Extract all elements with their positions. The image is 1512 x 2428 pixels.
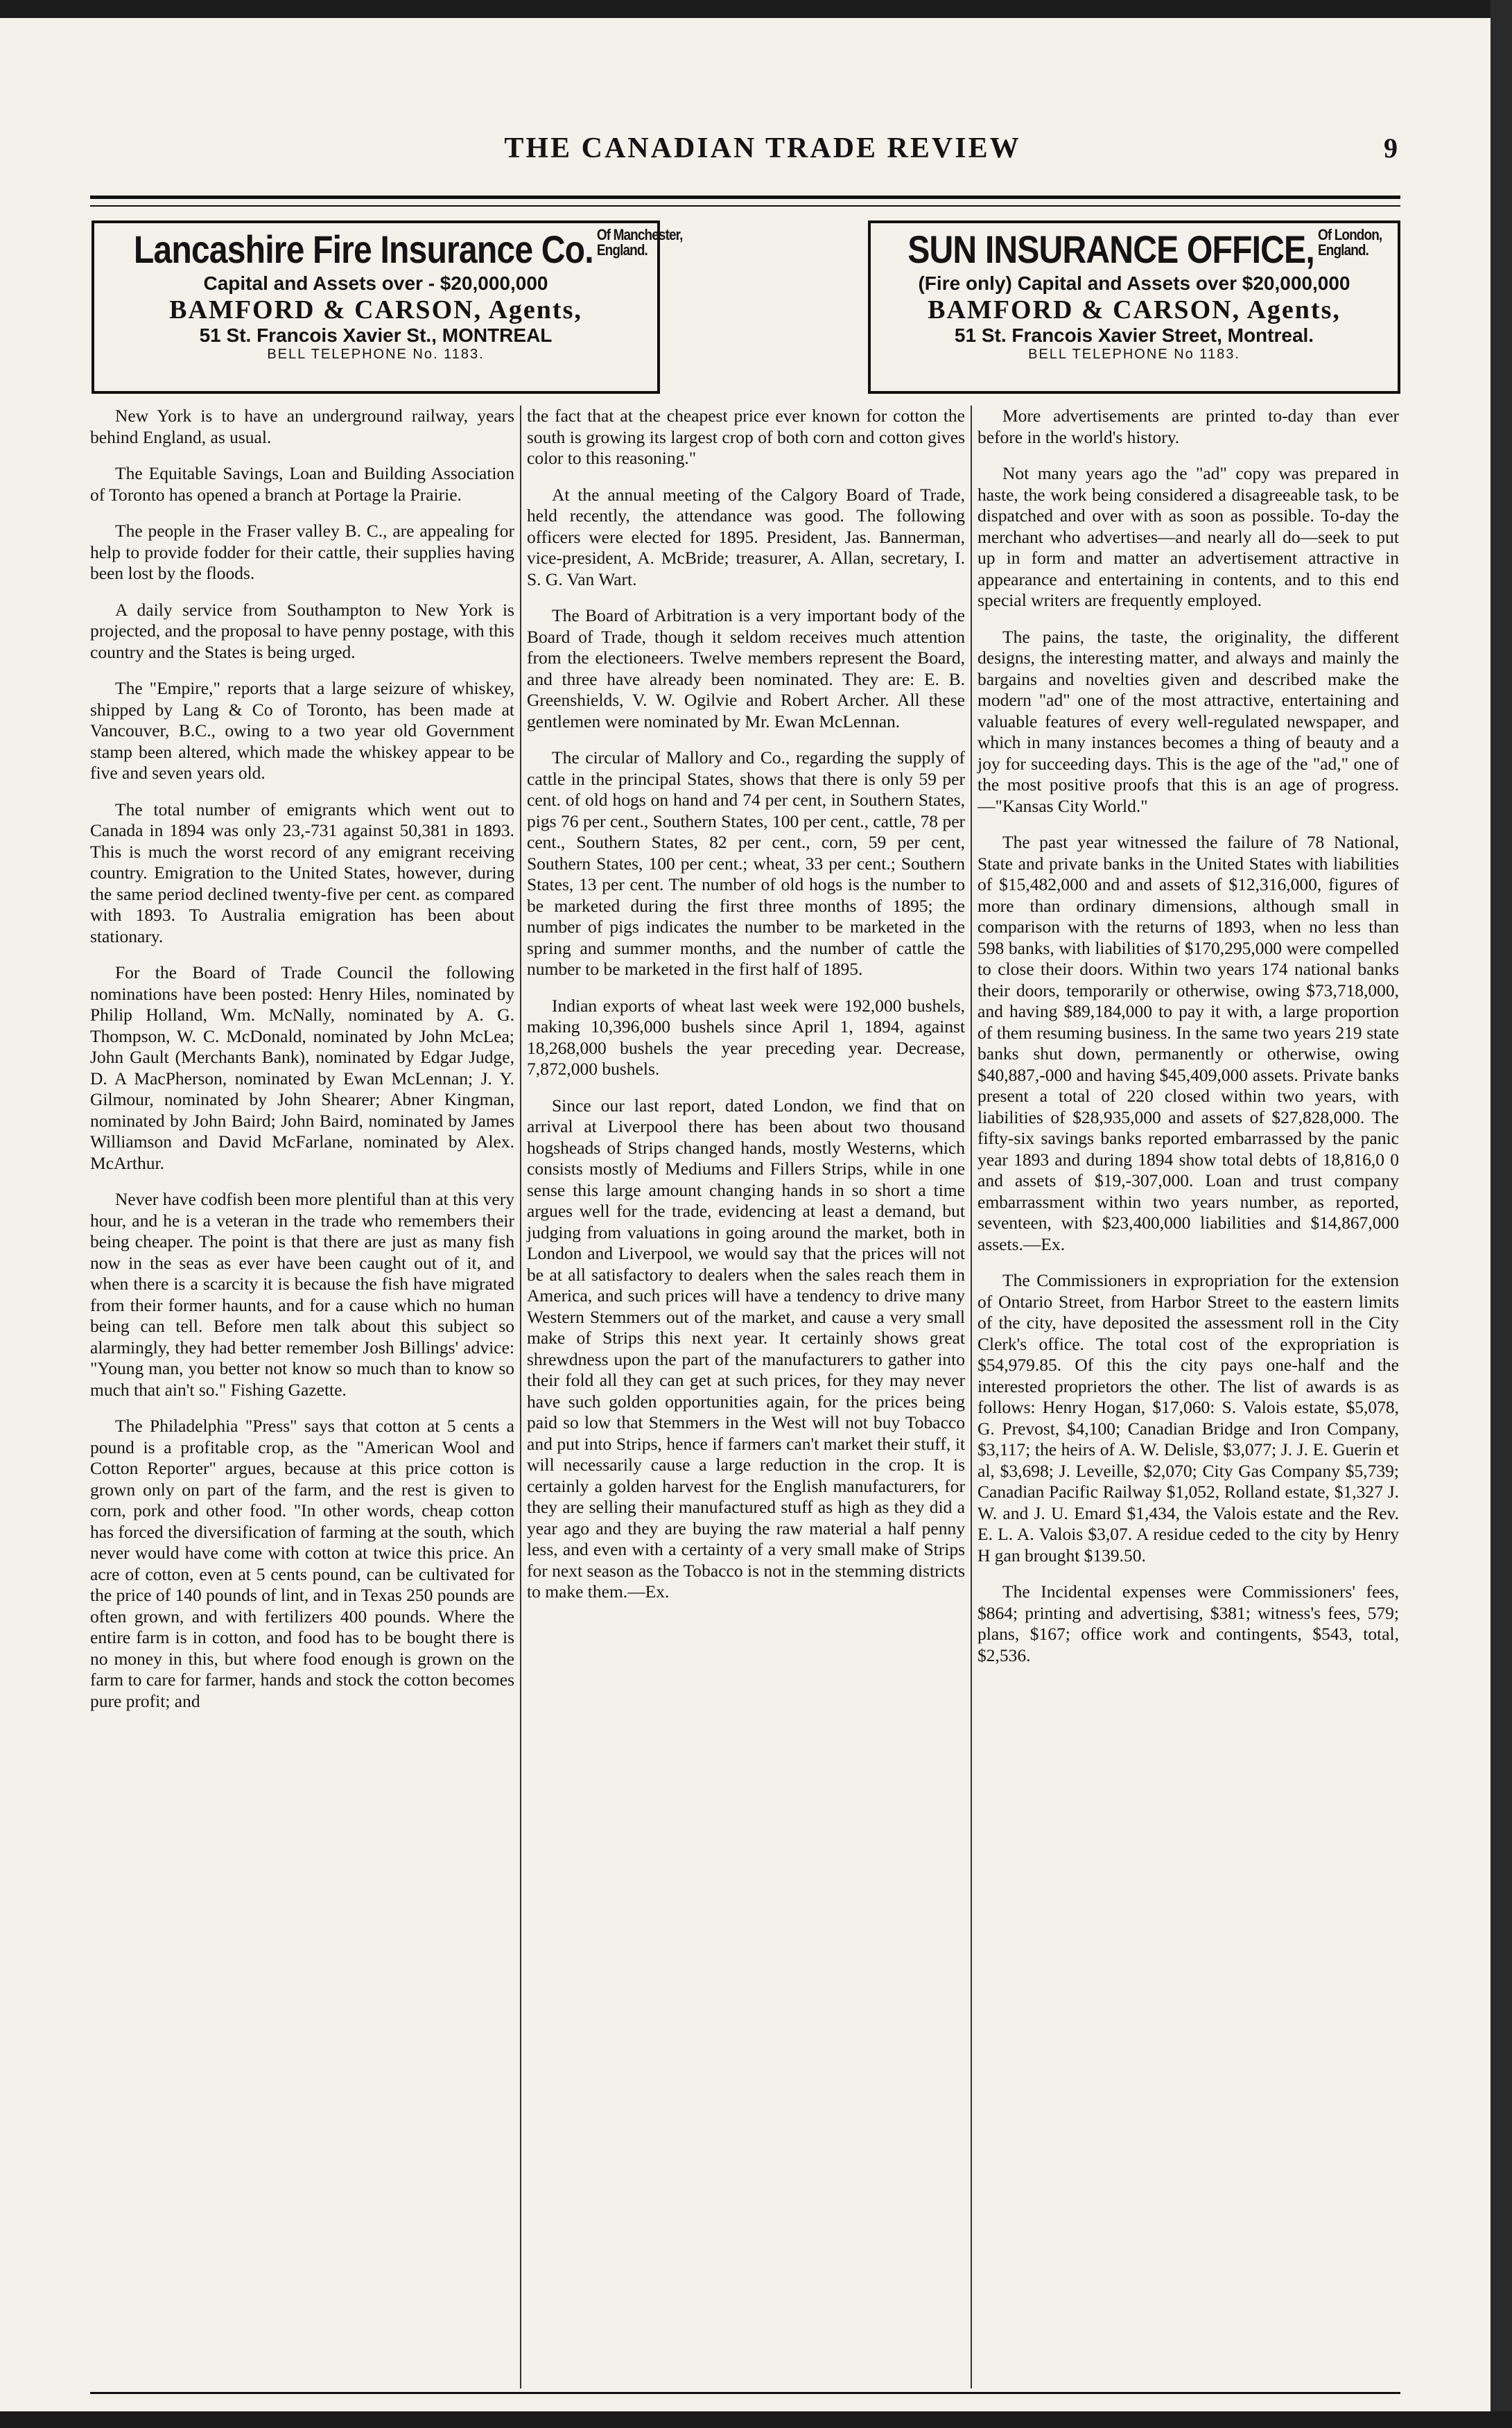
- text-column-2: [527, 406, 965, 1618]
- ad-origin-line1: Of Manchester,: [596, 226, 683, 243]
- scan-border-right: [1491, 0, 1512, 2428]
- ad-title-text: SUN INSURANCE OFFICE,: [907, 227, 1314, 271]
- article-paragraph: Not many years ago the "ad" copy was prepared in haste, the work being considered a disagreeable task, to be dispatched and over with as soon as possible. To-day the merchant who advertises—and nearly all do—seek to put up in form and matter an advertisement attractive in appearance and entertaining in contents, and to this end special writers are frequently employed.: [977, 463, 1399, 610]
- column-divider: [520, 406, 521, 2388]
- article-paragraph: the fact that at the cheapest price ever known for cotton the south is growing its largest crop of both corn and cotton gives color to this reasoning.": [527, 406, 965, 468]
- ad-sun-insurance: [868, 220, 1400, 394]
- scan-border-top: [0, 0, 1512, 18]
- article-paragraph: The Equitable Savings, Loan and Building Association of Toronto has opened a branch at Portage la Prairie.: [90, 463, 514, 505]
- ad-address: 51 St. Francois Xavier Street, Montreal.: [954, 324, 1314, 346]
- text-column-3: [977, 406, 1399, 1681]
- article-paragraph: The Incidental expenses were Commissioners' fees, $864; printing and advertising, $381; witness's fees, 579; plans, $167; office work and contingents, $543, total, $2,536.: [977, 1581, 1399, 1665]
- ad-capital: Capital and Assets over - $20,000,000: [203, 272, 548, 294]
- ad-agents: BAMFORD & CARSON, Agents,: [169, 295, 582, 324]
- ad-title-text: Lancashire Fire Insurance Co.: [133, 227, 593, 271]
- article-paragraph: The pains, the taste, the originality, the different designs, the interesting matter, and always and mainly the bargains and novelties given and described make the modern "ad" one of the most attractive, entertaining and valuable features of every well-regulated newspaper, and which in many instances becomes a thing of beauty and a joy for succeeding days. This is the age of the "ad," one of the most positive proofs that this is an age of progress.—"Kansas City World.": [977, 626, 1399, 816]
- ad-address: 51 St. Francois Xavier St., MONTREAL: [199, 324, 553, 346]
- ad-title: [907, 226, 1382, 272]
- running-title: THE CANADIAN TRADE REVIEW: [504, 132, 1021, 164]
- ad-lancashire-fire: [92, 220, 683, 394]
- header-rule-thin: [90, 205, 1400, 207]
- ad-capital: (Fire only) Capital and Assets over $20,000,000: [918, 272, 1350, 294]
- article-paragraph: At the annual meeting of the Calgory Board of Trade, held recently, the attendance was good. The following officers were elected for 1895. President, Jas. Bannerman, vice-president, A. McBride; treasurer, A. Allan, secretary, I. S. G. Van Wart.: [527, 484, 965, 589]
- article-paragraph: Never have codfish been more plentiful than at this very hour, and he is a veteran in the trade who remembers their being cheaper. The point is that there are just as many fish now in the seas as ever have been caught out of it, and when there is a scarcity it is because the fish have migrated from their former haunts, and for a cause which no human being can tell. Before men talk about this subject so alarmingly, they had better remember Josh Billings' advice: "Young man, you better not know so much than to know so much that ain't so." Fishing Gazette.: [90, 1189, 514, 1400]
- ad-phone: BELL TELEPHONE No 1183.: [1028, 347, 1240, 362]
- header-rule-thick: [90, 196, 1400, 199]
- ad-origin-line1: Of London,: [1318, 226, 1382, 243]
- article-paragraph: The circular of Mallory and Co., regarding the supply of cattle in the principal States, shows that there is only 59 per cent. of old hogs on hand and 74 per cent, in Southern States, pigs 76 per cent., Southern States, 100 per cent., cattle, 78 per cent., Southern States, 82 per cent., corn, 59 per cent, Southern States, 100 per cent.; wheat, 33 per cent.; Southern States, 13 per cent. The number of old hogs is the number to be marketed during the first three months of 1895; the number of pigs indicates the number to be marketed in the spring and summer months, and the number of cattle the number to be marketed in the first half of 1895.: [527, 747, 965, 979]
- text-column-1: [90, 406, 514, 1727]
- article-paragraph: The Commissioners in expropriation for the extension of Ontario Street, from Harbor Street to the eastern limits of the city, have deposited the assessment roll in the City Clerk's office. The total cost of the expropriation is $54,979.85. Of this the city pays one-half and the interested proprietors the other. The list of awards is as follows: Henry Hogan, $17,060: S. Valois estate, $5,078, G. Prevost, $4,100; Canadian Bridge and Iron Company, $3,117; the heirs of A. W. Delisle, $3,077; J. J. E. Guerin et al, $3,698; J. Leveille, $2,070; City Gas Company $5,739; Canadian Pacific Railway $1,052, Rolland estate, $1,327 J. W. and J. U. Emard $1,434, the Valois estate and the Rev. E. L. A. Valois $3,07. A residue ceded to the city by Henry H gan brought $139.50.: [977, 1270, 1399, 1566]
- page-number: 9: [1384, 132, 1398, 164]
- ad-origin: [597, 227, 683, 258]
- article-paragraph: For the Board of Trade Council the following nominations have been posted: Henry Hiles, nominated by Philip Holland, Wm. McNally, nominated by A. G. Thompson, W. C. McDonald, nominated by John McLea; John Gault (Merchants Bank), nominated by Edgar Judge, D. A MacPherson, nominated by Ewan McLennan; J. Y. Gilmour, nominated by John Shearer; Abner Kingman, nominated by John Baird; John Baird, nominated by James Williamson and David McFarlane, nominated by Alex. McArthur.: [90, 962, 514, 1173]
- article-paragraph: The Philadelphia "Press" says that cotton at 5 cents a pound is a profitable crop, as the "American Wool and Cotton Reporter" argues, because at this price cotton is grown only on part of the farm, and the rest is given to corn, pork and other food. "In other words, cheap cotton has forced the diversification of farming at the south, which never would have come with cotton at twice this price. An acre of cotton, even at 5 cents pound, can be cultivated for the price of 140 pounds of lint, and in Texas 250 pounds are often grown, and with fertilizers 400 pounds. Where the entire farm is in cotton, and food has to be bought there is no money in this, but where food enough is grown on the farm to care for farmer, hands and stock the cotton becomes pure profit; and: [90, 1416, 514, 1711]
- article-paragraph: Indian exports of wheat last week were 192,000 bushels, making 10,396,000 bushels since April 1, 1894, against 18,268,000 bushels the year preceding year. Decrease, 7,872,000 bushels.: [527, 995, 965, 1079]
- article-paragraph: The "Empire," reports that a large seizure of whiskey, shipped by Lang & Co of Toronto, has been made at Vancouver, B.C., owing to a two year old Government stamp been altered, which made the whiskey appear to be five and seven years old.: [90, 678, 514, 783]
- article-paragraph: The past year witnessed the failure of 78 National, State and private banks in the United States with liabilities of $15,482,000 and and assets of $12,316,000, figures of more than ordinary dimensions, although small in comparison with the returns of 1893, when no less than 598 banks, with liabilities of $170,295,000 were compelled to close their doors. Within two years 174 national banks their doors, temporarily or otherwise, owing $73,718,000, and having $89,184,000 to pay it with, a large proportion of them resuming business. In the same two years 219 state banks shut down, permanently or otherwise, owing $40,887,-000 and having $45,409,000 assets. Private banks present a total of 220 closed within two years, with liabilities of $28,935,000 and assets of $27,828,000. The fifty-six savings banks reported embarrassed by the panic year 1893 and during 1894 show total debts of 18,816,0 0 and assets of $19,-307,000. Loan and trust company embarrassment within two years number, as reported, seventeen, with $23,400,000 liabilities and $14,867,000 assets.—Ex.: [977, 832, 1399, 1254]
- ad-phone: BELL TELEPHONE No. 1183.: [267, 347, 485, 362]
- article-paragraph: A daily service from Southampton to New York is projected, and the proposal to have penny postage, with this country and the States is being urged.: [90, 599, 514, 662]
- scan-border-bottom: [0, 2411, 1512, 2428]
- ad-agents: BAMFORD & CARSON, Agents,: [928, 295, 1341, 324]
- article-paragraph: The total number of emigrants which went out to Canada in 1894 was only 23,-731 against 50,381 in 1893. This is much the worst record of any emigrant receiving country. Emigration to the United States, however, during the same period declined twenty-five per cent. as compared with 1893. To Australia emigration has been about stationary.: [90, 799, 514, 946]
- article-paragraph: More advertisements are printed to-day than ever before in the world's history.: [977, 406, 1399, 447]
- article-paragraph: New York is to have an underground railway, years behind England, as usual.: [90, 406, 514, 447]
- ad-origin: [1318, 227, 1382, 258]
- article-paragraph: Since our last report, dated London, we find that on arrival at Liverpool there has been about two thousand hogsheads of Strips changed hands, mostly Westerns, which consists mostly of Mediums and Fillers Strips, while in one sense this large amount changing hands in so short a time argues well for the trade, evidencing at least a demand, but judging from valuations in going around the market, both in London and Liverpool, we would say that the prices will not be at all satisfactory to dealers when the sales reach them in America, and such prices will have a tendency to drive many Western Stemmers out of the market, and cause a very small make of Strips this next year. It certainly shows great shrewdness upon the part of the manufacturers to gather into their fold all they can get at such prices, for they may never have such golden opportunities again, for the prices being paid so low that Stemmers in the West will not buy Tobacco and put into Strips, hence if farmers can't market their stuff, it will necessarily cause a large reduction in the crop. It is certainly a golden harvest for the English manufacturers, for they are selling their manufactured stuff as high as they did a year ago and they are buying the raw material a half penny less, and even with a certainty of a very small make of Strips for next season as the Tobacco is not in the stemming districts to make them.—Ex.: [527, 1095, 965, 1602]
- footer-rule: [90, 2392, 1400, 2394]
- article-paragraph: The Board of Arbitration is a very important body of the Board of Trade, though it seldom receives much attention from the electioneers. Twelve members represent the Board, and three have already been nominated. They are: E. B. Greenshields, V. W. Ogilvie and Robert Archer. All these gentlemen were nominated by Mr. Ewan McLennan.: [527, 605, 965, 731]
- column-divider: [971, 406, 972, 2388]
- ad-origin-line2: England.: [1318, 241, 1369, 259]
- article-paragraph: The people in the Fraser valley B. C., are appealing for help to provide fodder for their cattle, their supplies having been lost by the floods.: [90, 521, 514, 583]
- ad-title: [133, 226, 683, 272]
- ad-origin-line2: England.: [596, 241, 648, 259]
